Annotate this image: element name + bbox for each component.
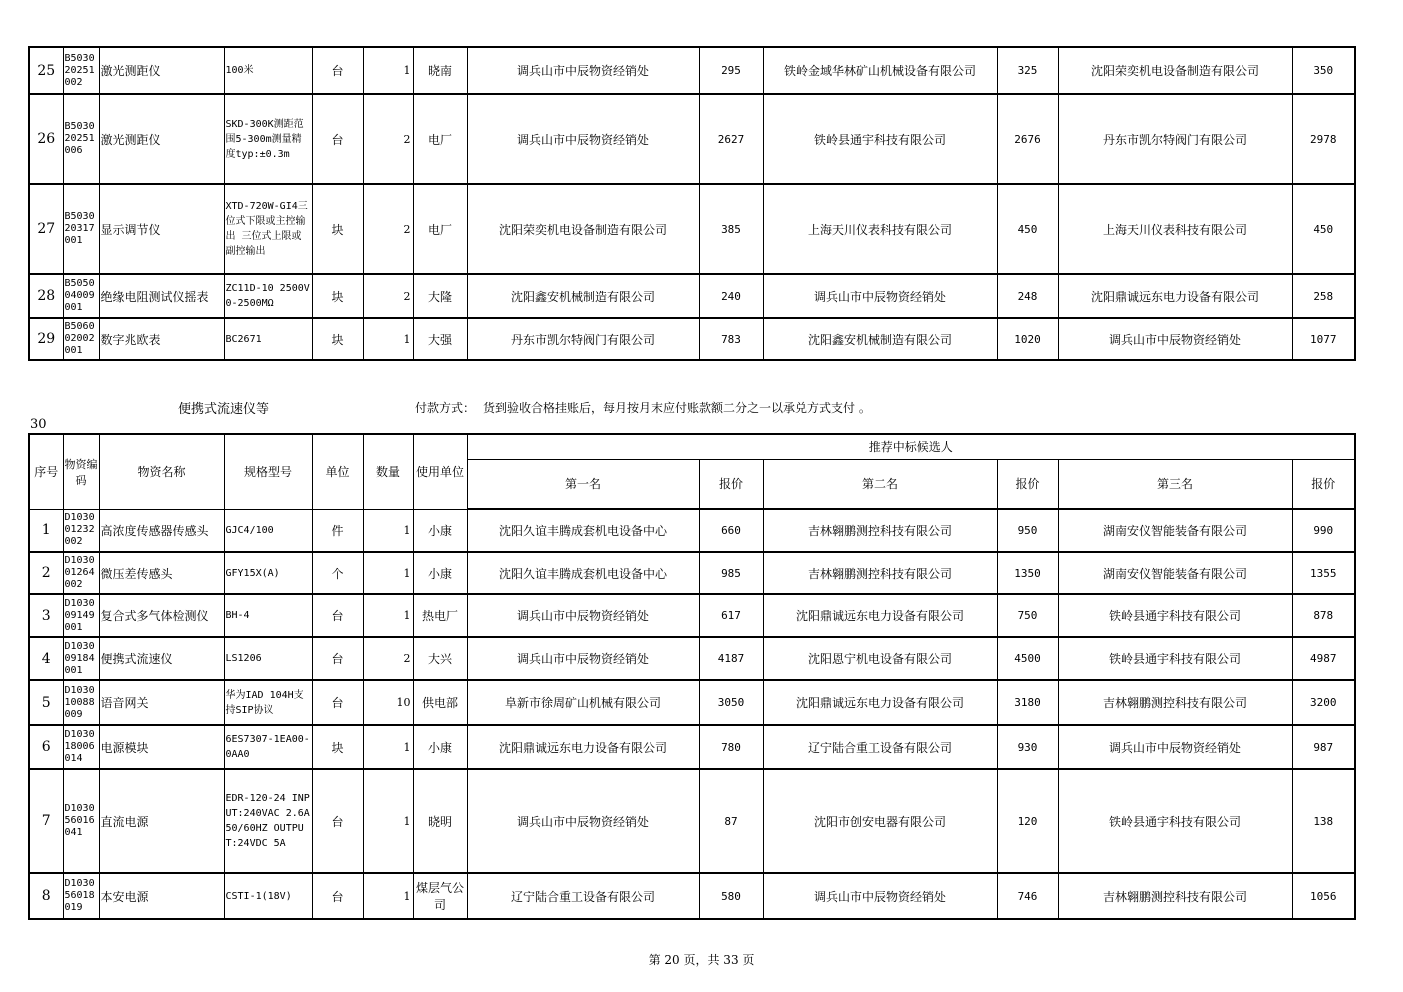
spec-model: 华为IAD 104H支持SIP协议 bbox=[224, 680, 312, 725]
material-code: D1030 18006 014 bbox=[63, 725, 99, 769]
unit: 台 bbox=[312, 594, 363, 637]
unit: 台 bbox=[312, 637, 363, 680]
using-unit: 晓南 bbox=[413, 47, 467, 94]
spec-model: XTD-720W-GI4三位式下限或主控输出 三位式上限或副控输出 bbox=[224, 184, 312, 274]
third-price: 878 bbox=[1292, 594, 1355, 637]
using-unit: 小康 bbox=[413, 552, 467, 594]
quantity: 1 bbox=[363, 509, 413, 552]
second-candidate: 铁岭县通宇科技有限公司 bbox=[763, 94, 997, 184]
second-price: 3180 bbox=[997, 680, 1058, 725]
third-candidate: 吉林翱鹏测控科技有限公司 bbox=[1058, 873, 1292, 919]
bottom-table bbox=[28, 433, 1356, 920]
spec-model: BH-4 bbox=[224, 594, 312, 637]
first-price: 580 bbox=[699, 873, 763, 919]
row-number: 1 bbox=[29, 509, 63, 552]
third-price: 4987 bbox=[1292, 637, 1355, 680]
first-candidate: 沈阳久谊丰腾成套机电设备中心 bbox=[467, 552, 699, 594]
second-candidate: 调兵山市中辰物资经销处 bbox=[763, 873, 997, 919]
header-price-3: 报价 bbox=[1292, 459, 1355, 509]
unit: 块 bbox=[312, 274, 363, 318]
material-code: D1030 01264 002 bbox=[63, 552, 99, 594]
table-row bbox=[29, 680, 1355, 725]
payment-label: 付款方式： bbox=[415, 401, 476, 415]
material-name: 微压差传感头 bbox=[99, 552, 224, 594]
first-candidate: 沈阳鼎诚远东电力设备有限公司 bbox=[467, 725, 699, 769]
header-recommend: 推荐中标候选人 bbox=[467, 434, 1355, 459]
table-row bbox=[29, 594, 1355, 637]
spec-model: 100米 bbox=[224, 47, 312, 94]
table-row bbox=[29, 509, 1355, 552]
header-seq: 序号 bbox=[29, 434, 63, 509]
material-name: 高浓度传感器传感头 bbox=[99, 509, 224, 552]
using-unit: 电厂 bbox=[413, 184, 467, 274]
quantity: 1 bbox=[363, 47, 413, 94]
top-table bbox=[28, 46, 1356, 361]
third-price: 990 bbox=[1292, 509, 1355, 552]
unit: 台 bbox=[312, 94, 363, 184]
second-price: 930 bbox=[997, 725, 1058, 769]
third-candidate: 湖南安仪智能装备有限公司 bbox=[1058, 509, 1292, 552]
first-price: 385 bbox=[699, 184, 763, 274]
first-candidate: 调兵山市中辰物资经销处 bbox=[467, 47, 699, 94]
material-name: 激光测距仪 bbox=[99, 47, 224, 94]
first-price: 3050 bbox=[699, 680, 763, 725]
third-price: 1056 bbox=[1292, 873, 1355, 919]
first-price: 4187 bbox=[699, 637, 763, 680]
material-code: D1030 01232 002 bbox=[63, 509, 99, 552]
row-number: 29 bbox=[29, 318, 63, 360]
spec-model: GFY15X(A) bbox=[224, 552, 312, 594]
row-number: 3 bbox=[29, 594, 63, 637]
header-user: 使用单位 bbox=[413, 434, 467, 509]
quantity: 2 bbox=[363, 184, 413, 274]
section-number: 30 bbox=[30, 417, 47, 432]
row-number: 7 bbox=[29, 769, 63, 873]
header-spec: 规格型号 bbox=[224, 434, 312, 509]
header-first: 第一名 bbox=[467, 459, 699, 509]
section-title: 便携式流速仪等 bbox=[178, 402, 270, 417]
header-second: 第二名 bbox=[763, 459, 997, 509]
spec-model: LS1206 bbox=[224, 637, 312, 680]
third-candidate: 调兵山市中辰物资经销处 bbox=[1058, 318, 1292, 360]
quantity: 1 bbox=[363, 873, 413, 919]
using-unit: 供电部 bbox=[413, 680, 467, 725]
second-price: 120 bbox=[997, 769, 1058, 873]
second-price: 2676 bbox=[997, 94, 1058, 184]
material-code: D1030 09184 001 bbox=[63, 637, 99, 680]
using-unit: 大强 bbox=[413, 318, 467, 360]
material-code: B5060 02002 001 bbox=[63, 318, 99, 360]
table-row bbox=[29, 769, 1355, 873]
first-candidate: 调兵山市中辰物资经销处 bbox=[467, 637, 699, 680]
table-row bbox=[29, 94, 1355, 184]
third-candidate: 湖南安仪智能装备有限公司 bbox=[1058, 552, 1292, 594]
unit: 块 bbox=[312, 184, 363, 274]
material-code: B5030 20317 001 bbox=[63, 184, 99, 274]
third-price: 2978 bbox=[1292, 94, 1355, 184]
unit: 块 bbox=[312, 725, 363, 769]
table-row bbox=[29, 184, 1355, 274]
row-number: 4 bbox=[29, 637, 63, 680]
third-price: 350 bbox=[1292, 47, 1355, 94]
third-candidate: 调兵山市中辰物资经销处 bbox=[1058, 725, 1292, 769]
second-candidate: 沈阳鑫安机械制造有限公司 bbox=[763, 318, 997, 360]
third-price: 3200 bbox=[1292, 680, 1355, 725]
first-price: 87 bbox=[699, 769, 763, 873]
material-code: D1030 56018 019 bbox=[63, 873, 99, 919]
material-name: 数字兆欧表 bbox=[99, 318, 224, 360]
second-candidate: 铁岭金域华林矿山机械设备有限公司 bbox=[763, 47, 997, 94]
first-candidate: 丹东市凯尔特阀门有限公司 bbox=[467, 318, 699, 360]
second-candidate: 上海天川仪表科技有限公司 bbox=[763, 184, 997, 274]
spec-model: CSTI-1(18V) bbox=[224, 873, 312, 919]
first-price: 2627 bbox=[699, 94, 763, 184]
third-price: 450 bbox=[1292, 184, 1355, 274]
third-candidate: 吉林翱鹏测控科技有限公司 bbox=[1058, 680, 1292, 725]
third-price: 1077 bbox=[1292, 318, 1355, 360]
header-unit: 单位 bbox=[312, 434, 363, 509]
spec-model: GJC4/100 bbox=[224, 509, 312, 552]
unit: 个 bbox=[312, 552, 363, 594]
row-number: 6 bbox=[29, 725, 63, 769]
material-code: D1030 56016 041 bbox=[63, 769, 99, 873]
material-name: 本安电源 bbox=[99, 873, 224, 919]
quantity: 10 bbox=[363, 680, 413, 725]
using-unit: 煤层气公司 bbox=[413, 873, 467, 919]
second-price: 1350 bbox=[997, 552, 1058, 594]
row-number: 26 bbox=[29, 94, 63, 184]
table-row bbox=[29, 274, 1355, 318]
material-name: 直流电源 bbox=[99, 769, 224, 873]
material-name: 语音网关 bbox=[99, 680, 224, 725]
second-price: 750 bbox=[997, 594, 1058, 637]
third-price: 258 bbox=[1292, 274, 1355, 318]
third-candidate: 铁岭县通宇科技有限公司 bbox=[1058, 769, 1292, 873]
material-code: B5050 04009 001 bbox=[63, 274, 99, 318]
table-row bbox=[29, 318, 1355, 360]
material-code: B5030 20251 002 bbox=[63, 47, 99, 94]
using-unit: 小康 bbox=[413, 509, 467, 552]
table-row bbox=[29, 47, 1355, 94]
unit: 台 bbox=[312, 47, 363, 94]
first-candidate: 辽宁陆合重工设备有限公司 bbox=[467, 873, 699, 919]
material-name: 复合式多气体检测仪 bbox=[99, 594, 224, 637]
third-price: 987 bbox=[1292, 725, 1355, 769]
second-candidate: 沈阳市创安电器有限公司 bbox=[763, 769, 997, 873]
material-name: 绝缘电阻测试仪摇表 bbox=[99, 274, 224, 318]
first-price: 780 bbox=[699, 725, 763, 769]
third-candidate: 丹东市凯尔特阀门有限公司 bbox=[1058, 94, 1292, 184]
first-price: 240 bbox=[699, 274, 763, 318]
second-price: 248 bbox=[997, 274, 1058, 318]
header-name: 物资名称 bbox=[99, 434, 224, 509]
first-candidate: 沈阳久谊丰腾成套机电设备中心 bbox=[467, 509, 699, 552]
header-third: 第三名 bbox=[1058, 459, 1292, 509]
unit: 台 bbox=[312, 769, 363, 873]
row-number: 2 bbox=[29, 552, 63, 594]
table-row bbox=[29, 552, 1355, 594]
second-candidate: 辽宁陆合重工设备有限公司 bbox=[763, 725, 997, 769]
using-unit: 热电厂 bbox=[413, 594, 467, 637]
quantity: 1 bbox=[363, 769, 413, 873]
header-code: 物资编码 bbox=[63, 434, 99, 509]
header-price-2: 报价 bbox=[997, 459, 1058, 509]
first-price: 617 bbox=[699, 594, 763, 637]
second-price: 746 bbox=[997, 873, 1058, 919]
spec-model: BC2671 bbox=[224, 318, 312, 360]
unit: 台 bbox=[312, 680, 363, 725]
first-price: 295 bbox=[699, 47, 763, 94]
quantity: 1 bbox=[363, 594, 413, 637]
table-row bbox=[29, 637, 1355, 680]
using-unit: 小康 bbox=[413, 725, 467, 769]
quantity: 1 bbox=[363, 552, 413, 594]
using-unit: 晓明 bbox=[413, 769, 467, 873]
second-price: 950 bbox=[997, 509, 1058, 552]
quantity: 2 bbox=[363, 637, 413, 680]
unit: 块 bbox=[312, 318, 363, 360]
first-candidate: 阜新市徐周矿山机械有限公司 bbox=[467, 680, 699, 725]
first-price: 783 bbox=[699, 318, 763, 360]
material-code: D1030 10088 009 bbox=[63, 680, 99, 725]
header-price-1: 报价 bbox=[699, 459, 763, 509]
payment-text: 货到验收合格挂账后，每月按月末应付账款额二分之一以承兑方式支付 。 bbox=[483, 401, 871, 415]
third-candidate: 铁岭县通宇科技有限公司 bbox=[1058, 637, 1292, 680]
second-candidate: 沈阳鼎诚远东电力设备有限公司 bbox=[763, 680, 997, 725]
third-candidate: 上海天川仪表科技有限公司 bbox=[1058, 184, 1292, 274]
page-footer: 第 20 页，共 33 页 bbox=[648, 953, 755, 967]
second-price: 325 bbox=[997, 47, 1058, 94]
second-candidate: 沈阳鼎诚远东电力设备有限公司 bbox=[763, 594, 997, 637]
third-candidate: 铁岭县通宇科技有限公司 bbox=[1058, 594, 1292, 637]
first-candidate: 沈阳鑫安机械制造有限公司 bbox=[467, 274, 699, 318]
second-candidate: 吉林翱鹏测控科技有限公司 bbox=[763, 552, 997, 594]
using-unit: 电厂 bbox=[413, 94, 467, 184]
spec-model: EDR-120-24 INPUT:240VAC 2.6A 50/60HZ OUTPUT:24VDC 5A bbox=[224, 769, 312, 873]
second-price: 450 bbox=[997, 184, 1058, 274]
table-row bbox=[29, 725, 1355, 769]
row-number: 25 bbox=[29, 47, 63, 94]
material-name: 激光测距仪 bbox=[99, 94, 224, 184]
quantity: 2 bbox=[363, 94, 413, 184]
unit: 件 bbox=[312, 509, 363, 552]
quantity: 2 bbox=[363, 274, 413, 318]
second-candidate: 调兵山市中辰物资经销处 bbox=[763, 274, 997, 318]
first-price: 985 bbox=[699, 552, 763, 594]
unit: 台 bbox=[312, 873, 363, 919]
second-price: 4500 bbox=[997, 637, 1058, 680]
using-unit: 大隆 bbox=[413, 274, 467, 318]
table-row bbox=[29, 873, 1355, 919]
first-candidate: 沈阳荣奕机电设备制造有限公司 bbox=[467, 184, 699, 274]
second-price: 1020 bbox=[997, 318, 1058, 360]
spec-model: SKD-300K测距范围5-300m测量精度typ:±0.3m bbox=[224, 94, 312, 184]
spec-model: 6ES7307-1EA00-0AA0 bbox=[224, 725, 312, 769]
first-candidate: 调兵山市中辰物资经销处 bbox=[467, 94, 699, 184]
row-number: 28 bbox=[29, 274, 63, 318]
quantity: 1 bbox=[363, 725, 413, 769]
material-code: D1030 09149 001 bbox=[63, 594, 99, 637]
third-price: 1355 bbox=[1292, 552, 1355, 594]
material-name: 便携式流速仪 bbox=[99, 637, 224, 680]
material-code: B5030 20251 006 bbox=[63, 94, 99, 184]
second-candidate: 吉林翱鹏测控科技有限公司 bbox=[763, 509, 997, 552]
first-candidate: 调兵山市中辰物资经销处 bbox=[467, 769, 699, 873]
row-number: 27 bbox=[29, 184, 63, 274]
spec-model: ZC11D-10 2500V 0-2500MΩ bbox=[224, 274, 312, 318]
header-qty: 数量 bbox=[363, 434, 413, 509]
third-candidate: 沈阳荣奕机电设备制造有限公司 bbox=[1058, 47, 1292, 94]
first-candidate: 调兵山市中辰物资经销处 bbox=[467, 594, 699, 637]
first-price: 660 bbox=[699, 509, 763, 552]
row-number: 8 bbox=[29, 873, 63, 919]
third-price: 138 bbox=[1292, 769, 1355, 873]
row-number: 5 bbox=[29, 680, 63, 725]
material-name: 显示调节仪 bbox=[99, 184, 224, 274]
quantity: 1 bbox=[363, 318, 413, 360]
second-candidate: 沈阳恩宁机电设备有限公司 bbox=[763, 637, 997, 680]
third-candidate: 沈阳鼎诚远东电力设备有限公司 bbox=[1058, 274, 1292, 318]
using-unit: 大兴 bbox=[413, 637, 467, 680]
material-name: 电源模块 bbox=[99, 725, 224, 769]
